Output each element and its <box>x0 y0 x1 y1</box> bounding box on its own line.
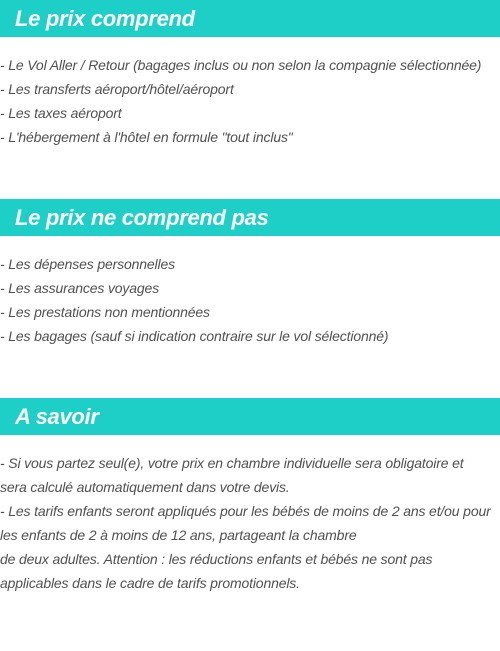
section-good-to-know <box>0 398 500 595</box>
section-price-includes <box>0 0 500 149</box>
paragraph-line: les enfants de 2 à moins de 12 ans, partageant la chambre <box>0 527 357 543</box>
list-item: - Les taxes aéroport <box>0 105 122 121</box>
paragraph-line: sera calculé automatiquement dans votre devis. <box>0 479 290 495</box>
section-price-excludes <box>0 199 500 348</box>
list-item: - Les dépenses personnelles <box>0 256 175 272</box>
info-paragraph <box>0 451 500 595</box>
list-item: - Les assurances voyages <box>0 280 160 296</box>
section-title: Le prix comprend <box>0 0 500 37</box>
list-item: - Le Vol Aller / Retour (bagages inclus ou non selon la compagnie sélectionnée) <box>0 57 482 73</box>
list-item: - Les transferts aéroport/hôtel/aéroport <box>0 81 234 97</box>
list-item: - Les prestations non mentionnées <box>0 304 210 320</box>
included-list <box>0 53 500 149</box>
list-item: - L'hébergement à l'hôtel en formule "tout inclus" <box>0 129 293 145</box>
paragraph-line: de deux adultes. Attention : les réductions enfants et bébés ne sont pas <box>0 551 433 567</box>
paragraph-line: applicables dans le cadre de tarifs promotionnels. <box>0 575 300 591</box>
paragraph-line: - Si vous partez seul(e), votre prix en chambre individuelle sera obligatoire et <box>0 455 464 471</box>
section-title: A savoir <box>0 398 500 435</box>
paragraph-line: - Les tarifs enfants seront appliqués pour les bébés de moins de 2 ans et/ou pour <box>0 503 491 519</box>
excluded-list <box>0 252 500 348</box>
list-item: - Les bagages (sauf si indication contraire sur le vol sélectionné) <box>0 328 389 344</box>
section-title: Le prix ne comprend pas <box>0 199 500 236</box>
